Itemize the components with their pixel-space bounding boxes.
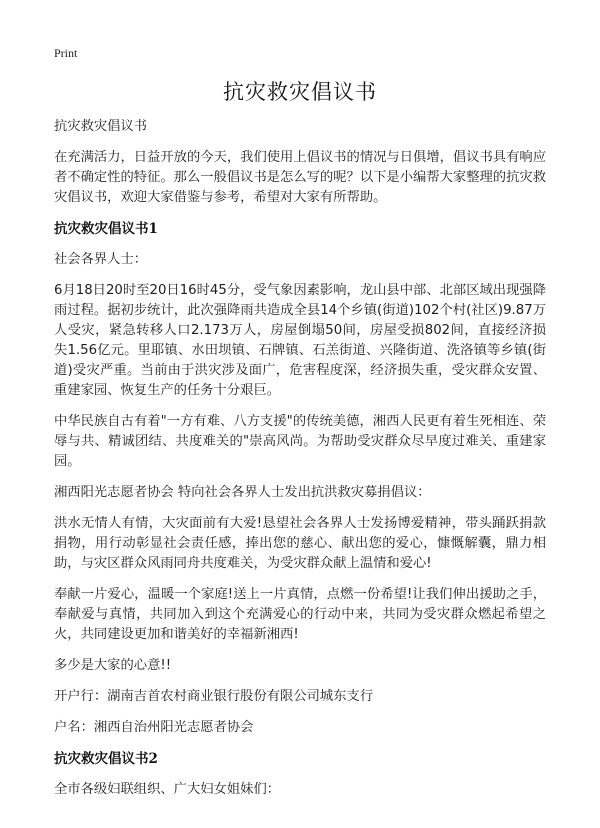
section-heading-2: 抗灾救灾倡议书2 — [54, 751, 158, 767]
association-appeal: 湘西阳光志愿者协会 特向社会各界人士发出抗洪救灾募捐倡议： — [54, 485, 431, 500]
tradition-paragraph: 中华民族自古有着"一方有难、八方支援"的传统美德，湘西人民更有着生死相连、荣辱与共、精诚团结、共度难关的"崇高风尚。为帮助受灾群众尽早度过难关、重建家园。 — [54, 414, 546, 469]
love-appeal-paragraph: 奉献一片爱心，温暖一个家庭!送上一片真情，点燃一份希望!让我们伸出援助之手，奉献爱与真情，共同加入到这个充满爱心的行动中来，共同为受灾群众燃起希望之火，共同建设更加和谐美好的幸福新湘西! — [54, 587, 546, 642]
section-heading-1: 抗灾救灾倡议书1 — [54, 221, 158, 237]
intro-paragraph: 在充满活力，日益开放的今天，我们使用上倡议书的情况与日俱增，倡议书具有响应者不确定性的特征。那么一般倡议书是怎么写的呢？以下是小编帮大家整理的抗灾救灾倡议书，欢迎大家借鉴与参考，希望对大家有所帮助。 — [54, 150, 546, 205]
salutation: 社会各界人士： — [54, 252, 148, 267]
account-name: 户名：湘西自治州阳光志愿者协会 — [54, 720, 254, 735]
salutation-2: 全市各级妇联组织、广大妇女姐妹们： — [54, 782, 281, 797]
bank-name: 开户行：湖南吉首农村商业银行股份有限公司城东支行 — [54, 689, 374, 704]
document-title: 抗灾救灾倡议书 — [223, 80, 377, 104]
closing-line: 多少是大家的心意!! — [54, 658, 172, 673]
print-link[interactable]: Print — [54, 46, 78, 60]
disaster-report-paragraph: 6月18日20时至20日16时45分，受气象因素影响，龙山县中部、北部区域出现强降雨过程。据初步统计，此次强降雨共造成全县14个乡镇(街道)102个村(社区)9.87万人受灾，紧急转移人口2.173万人，房屋倒塌50间，房屋受损802间，直接经济损失1.56亿元。里耶镇、水田坝镇、石牌镇、石羔街道、兴隆街道、洗洛镇等乡镇(街道)受灾严重。当前由于洪灾涉及面广，危害程度深，经济损失重，受灾群众安置、重建家园、恢复生产的任务十分艰巨。 — [54, 283, 546, 398]
document-body — [54, 117, 546, 811]
intro-label: 抗灾救灾倡议书 — [54, 119, 148, 134]
donation-appeal-paragraph: 洪水无情人有情，大灾面前有大爱!恳望社会各界人士发扬博爱精神，带头踊跃捐款捐物，用行动彰显社会责任感，捧出您的慈心、献出您的爱心，慷慨解囊，鼎力相助，与灾区群众风雨同舟共度难关，为受灾群众献上温情和爱心! — [54, 516, 546, 571]
